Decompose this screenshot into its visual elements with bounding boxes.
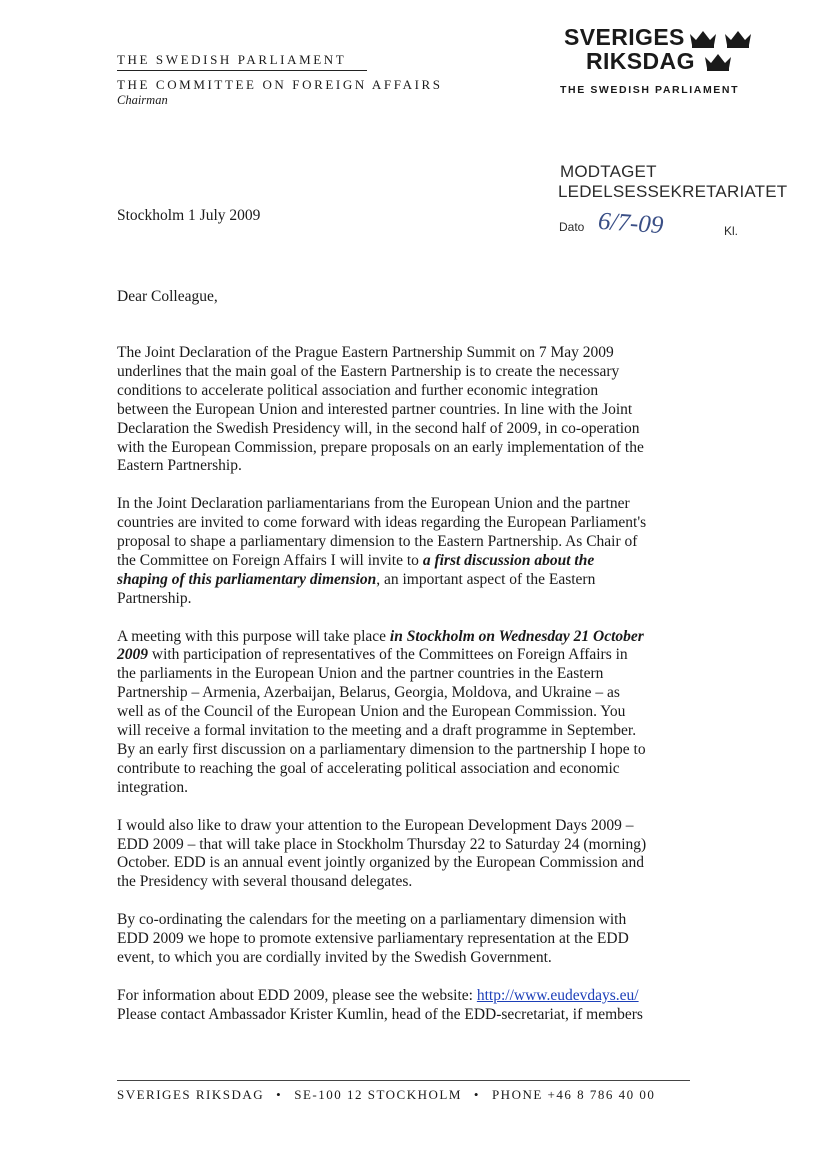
text-line: October. EDD is an annual event jointly organized by the European Commission and: [117, 854, 645, 872]
website-link[interactable]: http://www.eudevdays.eu/: [476, 986, 639, 1004]
text-line: well as of the Council of the European Union and the European Commission. You: [117, 703, 626, 721]
emphasis-text: shaping of this parliamentary dimension: [117, 570, 377, 588]
text-line: the parliaments in the European Union and the partner countries in the Eastern: [117, 665, 604, 683]
text-run: A meeting with this purpose will take place: [117, 627, 390, 645]
received-stamp: [558, 160, 820, 260]
logo-word-sveriges: SVERIGES: [564, 24, 685, 50]
paragraph-1: [117, 344, 699, 476]
footer-org: SVERIGES RIKSDAG: [117, 1087, 265, 1102]
stamp-time-label: Kl.: [724, 224, 739, 238]
stamp-handwritten-date: 6/7-09: [597, 207, 665, 240]
text-run: , an important aspect of the Eastern: [376, 570, 596, 588]
text-line: with the European Commission, prepare proposals on an early implementation of the: [117, 438, 644, 456]
text-line: underlines that the main goal of the Eastern Partnership is to create the necessary: [117, 362, 620, 380]
text-run: with participation of representatives of the Committees on Foreign Affairs in: [148, 646, 628, 664]
text-line: I would also like to draw your attention to the European Development Days 2009 –: [117, 816, 634, 834]
text-line: By co-ordinating the calendars for the meeting on a parliamentary dimension with: [117, 911, 627, 929]
letter-salutation: Dear Colleague,: [117, 288, 218, 305]
stamp-date-label: Dato: [559, 220, 585, 234]
text-line: countries are invited to come forward with ideas regarding the European Parliament's: [117, 514, 647, 532]
paragraph-6: [117, 987, 699, 1025]
emphasis-text: in Stockholm on Wednesday 21 October: [389, 627, 644, 645]
stamp-received: MODTAGET: [560, 162, 657, 181]
footer-phone: PHONE +46 8 786 40 00: [491, 1087, 656, 1102]
letter-body: [117, 344, 699, 1043]
text-line: integration.: [117, 778, 189, 796]
text-line: between the European Union and interested partner countries. In line with the Joint: [117, 400, 633, 418]
crown-icon: [703, 51, 733, 71]
text-line: will receive a formal invitation to the meeting and a draft programme in September.: [117, 722, 637, 740]
stamp-department: LEDELSESSEKRETARIATET: [558, 182, 788, 201]
logo-word-riksdag: RIKSDAG: [586, 48, 695, 74]
text-line: EDD 2009 – that will take place in Stockholm Thursday 22 to Saturday 24 (morning): [117, 835, 647, 853]
paragraph-2: [117, 495, 699, 608]
letter-footer: [117, 1087, 655, 1103]
text-line: contribute to reaching the goal of accelerating political association and economic: [117, 759, 620, 777]
text-line: proposal to shape a parliamentary dimension to the Eastern Partnership. As Chair of: [117, 533, 638, 551]
text-line: Eastern Partnership.: [117, 457, 242, 475]
text-line: Partnership.: [117, 589, 192, 607]
text-line: conditions to accelerate political association and further economic integration: [117, 381, 599, 399]
text-line: event, to which you are cordially invited by the Swedish Government.: [117, 948, 552, 966]
text-line: [117, 552, 699, 571]
text-line: [117, 646, 699, 665]
text-line: EDD 2009 we hope to promote extensive parliamentary representation at the EDD: [117, 930, 629, 948]
emphasis-text: 2009: [117, 646, 148, 664]
letterhead-committee: THE COMMITTEE ON FOREIGN AFFAIRS: [117, 77, 443, 92]
footer-separator: •: [473, 1087, 480, 1102]
emphasis-text: a first discussion about the: [422, 551, 595, 569]
text-line: Please contact Ambassador Krister Kumlin, head of the EDD-secretariat, if members: [117, 1005, 643, 1023]
text-line: Partnership – Armenia, Azerbaijan, Belarus, Georgia, Moldova, and Ukraine – as: [117, 684, 620, 702]
text-line: [117, 628, 699, 647]
letterhead-underline: [117, 70, 367, 71]
footer-separator: •: [276, 1087, 283, 1102]
text-line: The Joint Declaration of the Prague Eastern Partnership Summit on 7 May 2009: [117, 344, 614, 361]
logo-subtitle: THE SWEDISH PARLIAMENT: [560, 84, 740, 96]
text-line: [117, 571, 699, 590]
riksdag-logo: [560, 24, 765, 100]
text-run: For information about EDD 2009, please see the website:: [117, 986, 477, 1004]
text-run: the Committee on Foreign Affairs I will invite to: [117, 551, 423, 569]
letter-dateline: Stockholm 1 July 2009: [117, 207, 261, 224]
paragraph-5: [117, 911, 699, 968]
text-line: the Presidency with several thousand delegates.: [117, 873, 413, 891]
text-line: Declaration the Swedish Presidency will, in the second half of 2009, in co-operation: [117, 419, 640, 437]
text-line: In the Joint Declaration parliamentarians from the European Union and the partner: [117, 495, 630, 513]
footer-divider: [117, 1080, 690, 1081]
letterhead: [117, 52, 477, 108]
crown-icon: [723, 28, 753, 48]
crown-icon: [688, 28, 718, 48]
text-line: By an early first discussion on a parliamentary dimension to the partnership I hope to: [117, 741, 646, 758]
letterhead-parliament: THE SWEDISH PARLIAMENT: [117, 52, 347, 67]
paragraph-4: [117, 817, 699, 893]
letterhead-role: Chairman: [117, 93, 168, 107]
paragraph-3: [117, 628, 699, 798]
footer-address: SE-100 12 STOCKHOLM: [294, 1087, 462, 1102]
text-line: [117, 987, 699, 1006]
